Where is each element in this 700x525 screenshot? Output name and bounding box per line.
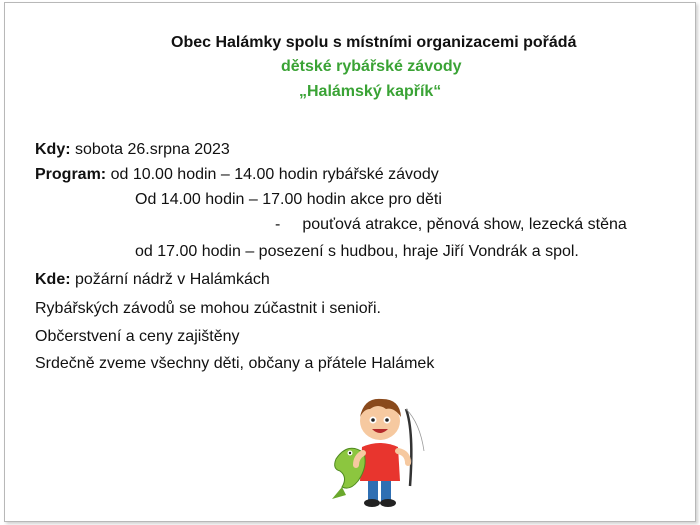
event-subtitle: dětské rybářské závody (281, 58, 462, 75)
when-label: Kdy: (35, 141, 71, 158)
program-item-3: pouťová atrakce, pěnová show, lezecká stěna (302, 216, 627, 233)
program-label: Program: (35, 166, 107, 183)
invite-line: Srdečně zveme všechny děti, občany a přátele Halámek (35, 355, 435, 372)
boy-fishing-icon (328, 391, 438, 511)
program-line-3 (275, 216, 627, 234)
where-line (35, 271, 270, 289)
program-line-2: Od 14.00 hodin – 17.00 hodin akce pro děti (135, 191, 442, 208)
where-label: Kde: (35, 271, 71, 288)
program-line-1 (35, 166, 439, 184)
program-item-1: od 10.00 hodin – 14.00 hodin rybářské závody (106, 166, 439, 183)
flyer-page (4, 2, 696, 522)
where-value: požární nádrž v Halámkách (70, 271, 270, 288)
seniors-line: Rybářských závodů se mohou zúčastnit i senioři. (35, 300, 381, 317)
when-value: sobota 26.srpna 2023 (70, 141, 230, 158)
refreshments-line: Občerstvení a ceny zajištěny (35, 328, 240, 345)
event-title: „Halámský kapřík“ (299, 83, 442, 100)
program-dash: - (275, 216, 281, 233)
organizer-line: Obec Halámky spolu s místními organizacemi pořádá (171, 34, 577, 51)
when-line (35, 141, 230, 159)
program-line-4: od 17.00 hodin – posezení s hudbou, hraje Jiří Vondrák a spol. (135, 243, 579, 260)
